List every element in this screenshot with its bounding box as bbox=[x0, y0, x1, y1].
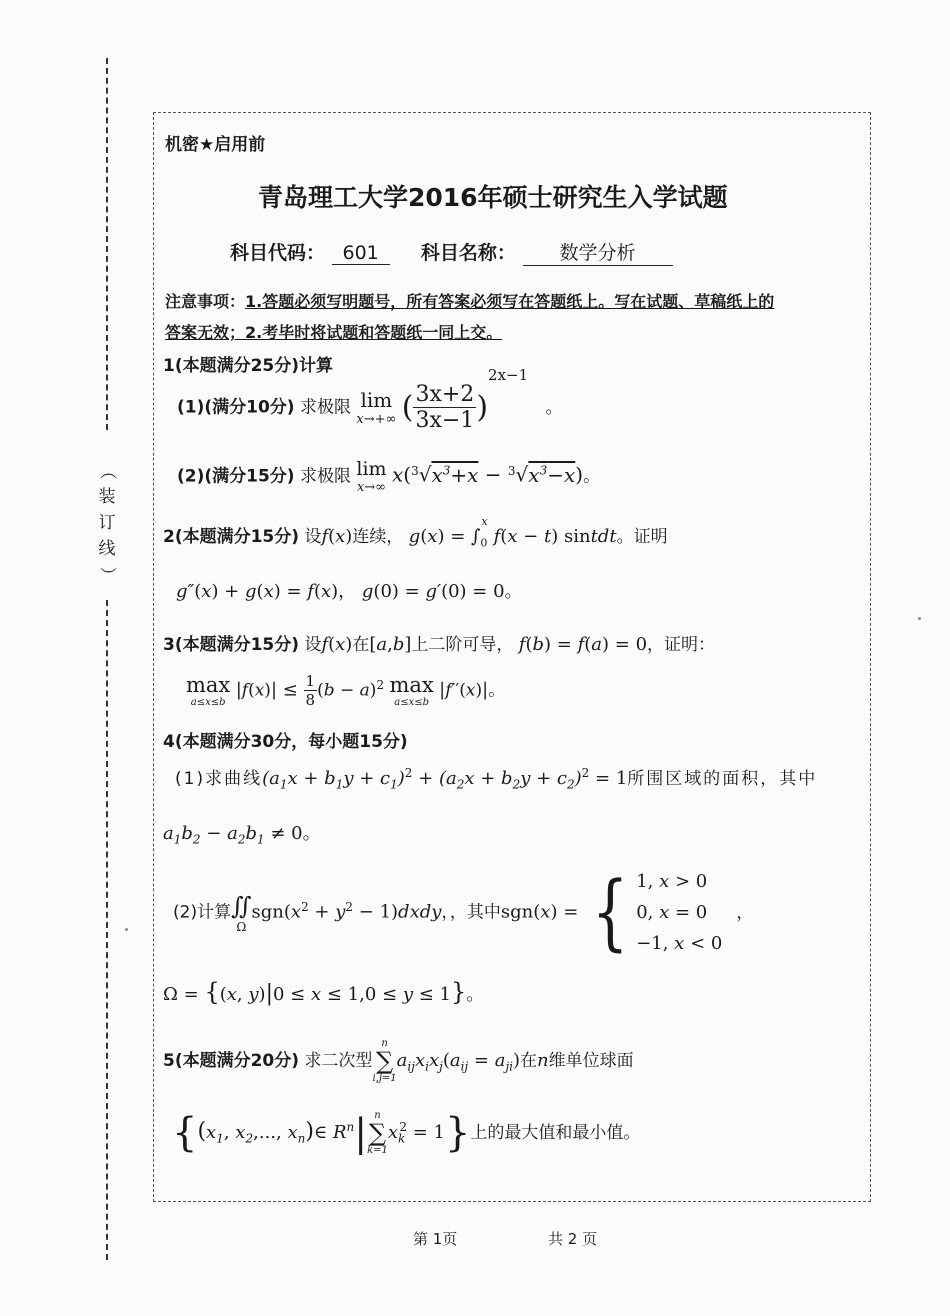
q3-text-c: 上二阶可导， bbox=[411, 635, 514, 655]
q4-heading: 4(本题满分30分，每小题15分) bbox=[163, 732, 408, 752]
q4-part2: (2)计算 ∬ Ω $sgn(x^2 + y^2$ − 1)dxdy，，其中sgn(x) = { 1, x > 0 0, x = 0 −1, x < 0 ， bbox=[173, 864, 754, 960]
q1-part2: (2)(满分15分) 求极限 lim x→∞ $x(^3√x^3+x - ^3√x^3-x)$。 bbox=[177, 458, 601, 495]
q1-part2-label: (2)(满分15分) bbox=[177, 466, 295, 487]
q3-text-d: ，证明： bbox=[647, 635, 716, 655]
q4-part2-text: 计算 bbox=[197, 902, 232, 923]
q5-text-a: 求二次型 bbox=[304, 1051, 373, 1071]
sgn-cases: 1, x > 0 0, x = 0 −1, x < 0 bbox=[636, 871, 723, 954]
subject-code: 601 bbox=[332, 242, 390, 265]
exam-title: 青岛理工大学2016年硕士研究生入学试题 bbox=[258, 183, 728, 212]
scan-speck bbox=[918, 617, 921, 620]
q3-line1: 3(本题满分15分) 设f(x)在[a,b]上二阶可导， f(b) = f(a) = 0，证明： bbox=[163, 634, 716, 655]
page-number: 第 1页 bbox=[413, 1230, 458, 1248]
q2-line2: g″(x) + g(x) = f(x)， g(0) = g′(0) = 0。 bbox=[176, 581, 523, 602]
scan-speck bbox=[125, 928, 128, 931]
q1-part1-label: (1)(满分10分) bbox=[177, 397, 295, 418]
q1-limit-2: lim x→∞ bbox=[356, 458, 387, 495]
q3-label: 3(本题满分15分) bbox=[163, 635, 300, 655]
confidential-mark: 机密★启用前 bbox=[165, 135, 266, 155]
q4-part1-label: (1) bbox=[175, 769, 206, 789]
total-pages: 共 2 页 bbox=[548, 1230, 598, 1248]
q5-text-c: 维单位球面 bbox=[548, 1051, 634, 1071]
q3-text-a: 设 bbox=[304, 635, 322, 655]
q4-part1-tail: 所围区域的面积，其中 bbox=[627, 769, 818, 789]
q2-line1: 2(本题满分15分) 设f(x)连续， $g(x) = \int_0^xf(x - t)$ sintdt。证明 bbox=[163, 515, 668, 550]
q5-text-b: 在 bbox=[520, 1051, 538, 1071]
q4-part1: (1)求曲线$(a_1x + b_1y + c_1)^2 + (a_2x + b_2y + c_2)^2 = 1$所围区域的面积，其中 bbox=[175, 766, 818, 792]
binding-line-top bbox=[106, 58, 108, 430]
q5-line1: 5(本题满分20分) 求二次型 n ∑ i,j=1 $a_{ij}x_ix_j(a_{ij} = a_{ji})$在n维单位球面 bbox=[163, 1038, 634, 1084]
q2-text-a: 设 bbox=[304, 527, 322, 547]
notice-line2: 答案无效；2.考毕时将试题和答题纸一同上交。 bbox=[165, 323, 503, 342]
notice-line1 bbox=[165, 289, 774, 312]
q4-condition: $a_1b_2 - a_2b_1 \ne 0$。 bbox=[163, 823, 321, 847]
q3-text-b: 在 bbox=[352, 635, 370, 655]
q5-line2: {($x_1$, $x_2$,..., $x_n)\in$ $R^n|$ n ∑ k=1 $x_k^2 = 1$}上的最大值和最小值。 bbox=[172, 1110, 641, 1156]
q2-text-c: 。证明 bbox=[616, 527, 668, 547]
q1-part1: (1)(满分10分) 求极限 lim x→+∞ ( $\frac{3x+2}{3x-1}$ )$^{2x-1}$ 。 bbox=[177, 365, 563, 433]
subject-line bbox=[230, 238, 673, 266]
notice-text1: 1.答题必须写明题号，所有答案必须写在答题纸上。写在试题、草稿纸上的 bbox=[245, 292, 775, 311]
q4-domain: Ω = {(x, y)|0 ≤ x ≤ 1,0 ≤ y ≤ 1}。 bbox=[163, 978, 485, 1006]
q4-part2-label: (2) bbox=[173, 902, 198, 923]
q1-heading: 1(本题满分25分)计算 bbox=[163, 356, 334, 376]
subject-code-label: 科目代码： bbox=[230, 242, 326, 264]
q5-label: 5(本题满分20分) bbox=[163, 1051, 300, 1071]
q4-part2-mid: ，其中 bbox=[449, 902, 501, 923]
q4-part1-text: 求曲线 bbox=[205, 769, 263, 789]
q3-line2: max a≤x≤b |f(x)| ≤ $\frac{1}{8}$ $(b - a)^2$ max a≤x≤b |f′′(x)|。 bbox=[186, 672, 506, 709]
q1-part1-text: 求极限 bbox=[299, 397, 351, 418]
subject-name: 数学分析 bbox=[523, 238, 673, 266]
binding-line-bottom bbox=[106, 600, 108, 1260]
q2-text-b: 连续， bbox=[352, 527, 404, 547]
q1-part2-text: 求极限 bbox=[299, 466, 351, 487]
q1-limit-1: lim x→+∞ bbox=[356, 388, 397, 427]
q2-label: 2(本题满分15分) bbox=[163, 527, 300, 547]
subject-name-label: 科目名称： bbox=[420, 242, 516, 264]
q5-text-d: 上的最大值和最小值。 bbox=[470, 1123, 641, 1143]
binding-label: （ 装 订 线 ） bbox=[97, 462, 117, 584]
notice-label: 注意事项： bbox=[165, 292, 246, 311]
